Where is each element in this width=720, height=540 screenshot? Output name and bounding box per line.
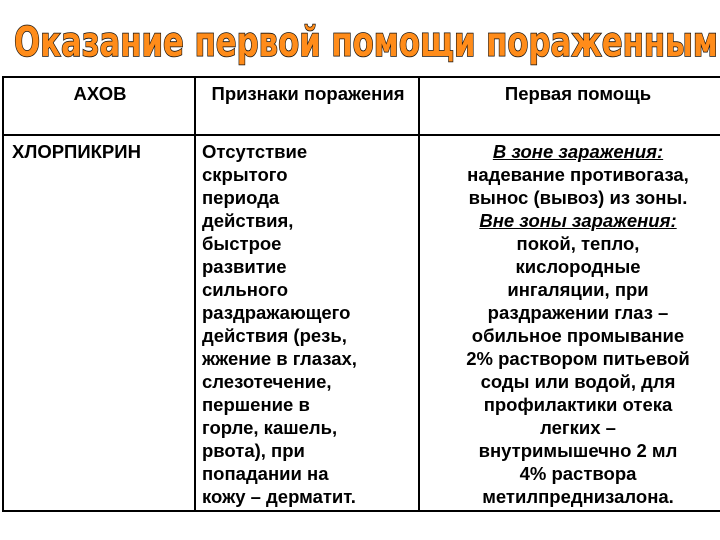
header-agent: АХОВ xyxy=(3,77,195,135)
agent-name: ХЛОРПИКРИН xyxy=(3,135,195,511)
page-title xyxy=(0,0,720,78)
header-signs: Признаки поражения xyxy=(195,77,419,135)
outside-zone-heading: Вне зоны заражения: xyxy=(479,210,677,231)
zone-actions: надевание противогаза, вынос (вывоз) из зоны. xyxy=(467,164,689,208)
zone-heading: В зоне заражения: xyxy=(492,141,664,162)
first-aid-table xyxy=(2,76,720,512)
header-aid: Первая помощь xyxy=(419,77,720,135)
first-aid-cell xyxy=(419,135,720,511)
table-header-row xyxy=(3,77,720,135)
symptoms-cell: Отсутствие скрытого периода действия, быстрое развитие сильного раздражающего действия (резь, жжение в глазах, слезотечение, першение в горле, кашель, рвота), при попадании на кожу – дерматит. xyxy=(195,135,419,511)
table-row xyxy=(3,135,720,511)
outside-zone-actions: покой, тепло, кислородные ингаляции, при раздражении глаз – обильное промывание 2% раствором питьевой соды или водой, для профилактики отека легких – внутримышечно 2 мл 4% раствора метилпреднизалона. xyxy=(466,233,690,507)
page-title-text: Оказание первой помощи пораженным xyxy=(14,18,718,66)
